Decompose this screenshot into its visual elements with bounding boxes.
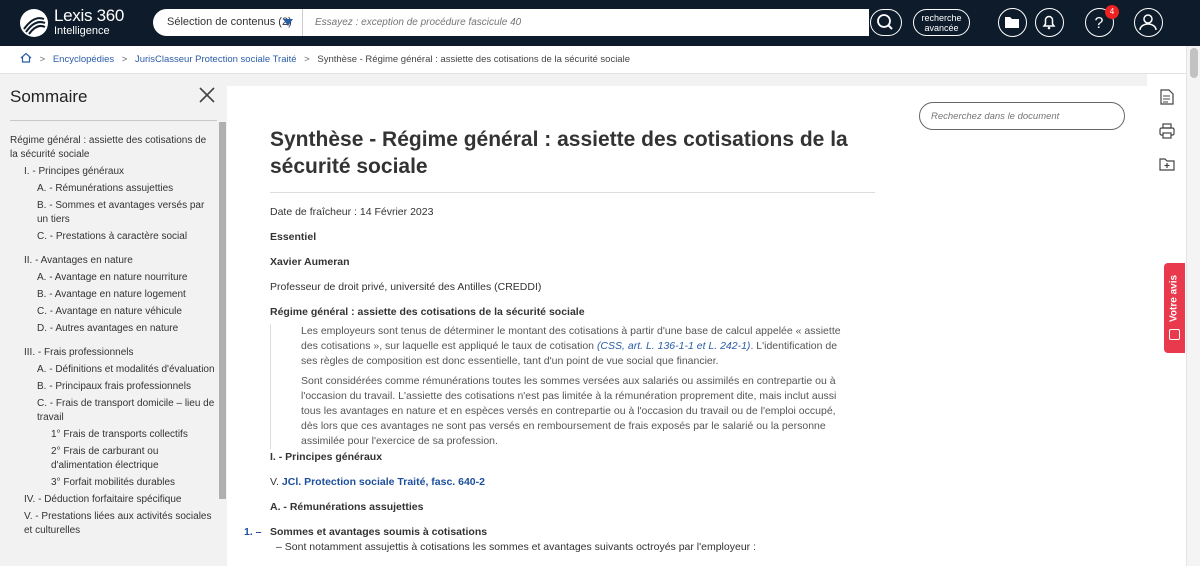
- toc-item[interactable]: D. - Autres avantages en nature: [37, 323, 179, 334]
- content-scope-select[interactable]: [153, 9, 303, 36]
- breadcrumb-link[interactable]: JurisClasseur Protection sociale Traité: [134, 54, 297, 65]
- logo-subtitle: Intelligence: [54, 25, 110, 37]
- summary-quote: [270, 324, 850, 449]
- document-search-input[interactable]: [919, 102, 1125, 130]
- toc-item[interactable]: B. - Principaux frais professionnels: [37, 381, 191, 392]
- breadcrumb-separator: >: [304, 54, 310, 65]
- toc-item[interactable]: V. - Prestations liées aux activités sociales et culturelles: [24, 511, 212, 536]
- document-panel: [227, 86, 1147, 566]
- toc-item[interactable]: C. - Avantage en nature véhicule: [37, 306, 182, 317]
- notification-badge: 4: [1105, 5, 1119, 19]
- toc-item[interactable]: A. - Avantage en nature nourriture: [37, 272, 188, 283]
- divider: [270, 192, 875, 193]
- item-number: 1. –: [244, 526, 262, 538]
- search-input[interactable]: [305, 9, 867, 36]
- section-heading: Régime général : assiette des cotisations de la sécurité sociale: [270, 306, 585, 318]
- feedback-label: Votre avis: [1168, 274, 1180, 323]
- item-title: Sommes et avantages soumis à cotisations: [270, 526, 488, 538]
- toc-list: [10, 134, 215, 541]
- toc-item[interactable]: II. - Avantages en nature: [24, 255, 133, 266]
- toc-item[interactable]: I. - Principes généraux: [24, 166, 125, 177]
- content-scope-label: Sélection de contenus (2): [167, 16, 292, 28]
- quote-paragraph: Sont considérées comme rémunérations toutes les sommes versées aux salariés ou assimilés en contrepartie ou à l'occasion du travail. L'assiette des cotisations n'est pas limitée à la rémunération proprement dite, mais inclut aussi tous les avantages en nature et en espèces versés en contrepartie ou à l'occasion du travail ou de l'emploi occupé, dès lors que ces avantages ne sont pas versés en remboursement de frais exposés par le salarié ou la personne assimilée pour l'exercice de sa profession.: [301, 375, 837, 447]
- breadcrumb: [0, 46, 1186, 74]
- divider: [10, 120, 217, 121]
- quote-paragraph: Les employeurs sont tenus de déterminer le montant des cotisations à partir d'une base de calcul appelée « assiette des cotisations », sur laquelle est appliqué le taux de cotisation (CSS, art. L. 136-1-1 et L. 242-1). L'identification de ses règles de composition est donc essentielle, tant d'un point de vue social que financier.: [301, 325, 841, 367]
- freshness-date: Date de fraîcheur : 14 Février 2023: [270, 206, 434, 218]
- heading-principes-generaux: I. - Principes généraux: [270, 451, 383, 463]
- sidebar-title: Sommaire: [10, 87, 88, 106]
- feedback-tab[interactable]: [1164, 263, 1185, 353]
- reference-line: V. JCl. Protection sociale Traité, fasc. 640-2: [270, 476, 485, 488]
- toc-item[interactable]: 1° Frais de transports collectifs: [51, 429, 188, 440]
- breadcrumb-separator: >: [39, 54, 46, 65]
- account-button[interactable]: [1134, 8, 1163, 37]
- lexis-globe-logo-icon: [20, 9, 48, 37]
- toc-item[interactable]: B. - Avantage en nature logement: [37, 289, 186, 300]
- toc-item[interactable]: C. - Frais de transport domicile – lieu de travail: [37, 398, 215, 423]
- home-icon[interactable]: [20, 52, 32, 63]
- toc-item[interactable]: C. - Prestations à caractère social: [37, 231, 188, 242]
- sidebar-scrollbar[interactable]: [219, 122, 226, 499]
- table-of-contents-panel: [0, 74, 227, 566]
- caret-down-icon: [283, 19, 293, 26]
- page-scrollbar-thumb[interactable]: [1190, 48, 1198, 78]
- jcl-reference-link[interactable]: JCl. Protection sociale Traité, fasc. 640-2: [281, 476, 485, 488]
- folder-add-icon[interactable]: [1158, 155, 1176, 173]
- page-scrollbar[interactable]: [1186, 46, 1200, 566]
- essentiel-label: Essentiel: [270, 231, 317, 243]
- top-bar: [0, 0, 1200, 46]
- toc-item[interactable]: Régime général : assiette des cotisations de la sécurité sociale: [10, 135, 207, 160]
- search-bar: [153, 9, 869, 36]
- toc-item[interactable]: A. - Définitions et modalités d'évaluation: [37, 364, 215, 375]
- logo[interactable]: [20, 7, 135, 39]
- heading-remunerations: A. - Rémunérations assujetties: [270, 501, 424, 513]
- toc-item[interactable]: III. - Frais professionnels: [24, 347, 134, 358]
- author-role: Professeur de droit privé, université des Antilles (CREDDI): [270, 281, 542, 293]
- bell-icon: [1036, 9, 1062, 35]
- folder-button[interactable]: [998, 8, 1027, 37]
- print-icon[interactable]: [1158, 122, 1176, 140]
- breadcrumb-current: Synthèse - Régime général : assiette des cotisations de la sécurité sociale: [317, 54, 630, 65]
- logo-title: Lexis 360: [54, 6, 125, 25]
- document-title: Synthèse - Régime général : assiette des cotisations de la sécurité sociale: [270, 128, 848, 178]
- document-list-icon[interactable]: [1158, 88, 1176, 106]
- legal-reference-link[interactable]: (CSS, art. L. 136-1-1 et L. 242-1): [596, 340, 751, 352]
- breadcrumb-link[interactable]: Encyclopédies: [52, 54, 115, 65]
- breadcrumb-separator: >: [121, 54, 128, 65]
- item-text: – Sont notamment assujettis à cotisations les sommes et avantages suivants octroyés par l'employeur :: [276, 541, 756, 553]
- close-icon[interactable]: [198, 86, 216, 104]
- toc-item[interactable]: B. - Sommes et avantages versés par un tiers: [37, 200, 205, 225]
- svg-text:?: ?: [1094, 15, 1104, 32]
- toc-item[interactable]: 3° Forfait mobilités durables: [51, 477, 176, 488]
- toc-item[interactable]: 2° Frais de carburant ou d'alimentation électrique: [51, 446, 159, 471]
- advanced-search-button[interactable]: recherche avancée: [913, 9, 970, 36]
- author-name: Xavier Aumeran: [270, 256, 350, 268]
- user-icon: [1135, 9, 1161, 35]
- search-icon: [871, 10, 900, 34]
- notifications-button[interactable]: [1035, 8, 1064, 37]
- search-button[interactable]: [870, 9, 902, 36]
- mail-icon: [1169, 329, 1180, 340]
- toc-item[interactable]: A. - Rémunérations assujetties: [37, 183, 174, 194]
- folder-icon: [999, 9, 1025, 35]
- toc-item[interactable]: IV. - Déduction forfaitaire spécifique: [24, 494, 182, 505]
